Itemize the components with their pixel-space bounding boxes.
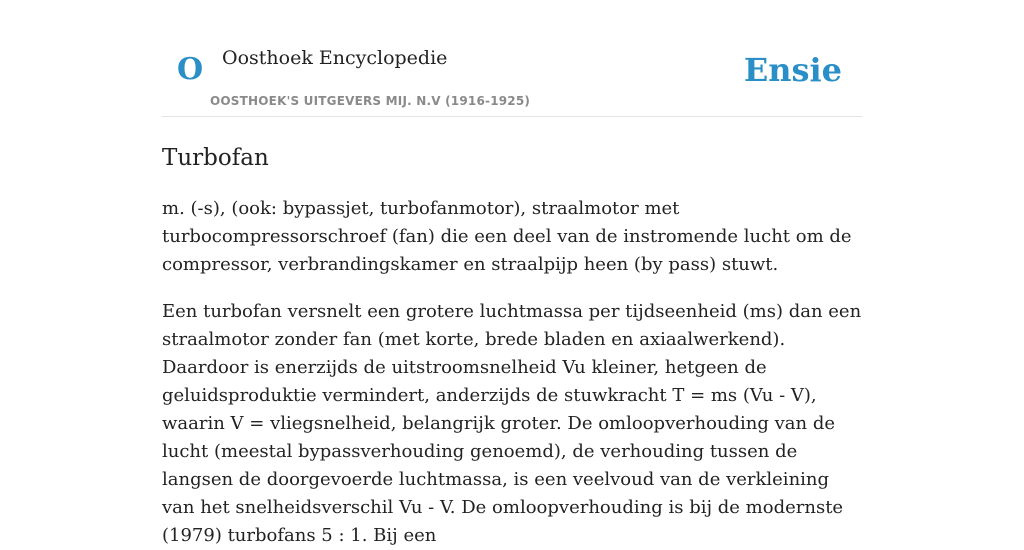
article-paragraph: m. (-s), (ook: bypassjet, turbofanmotor), straalmotor met turbocompressorschroef (fan) die een deel van de instromende lucht om de compressor, verbrandingskamer en straalpijp heen (by pass) stuwt. [162,198,852,275]
article-title: Turbofan [162,145,269,171]
source-title-link[interactable]: Oosthoek Encyclopedie [222,47,448,69]
ensie-logo-link[interactable]: Ensie [743,51,842,89]
article-paragraph: Een turbofan versnelt een grotere luchtmassa per tijdseenheid (ms) dan een straalmotor zonder fan (met korte, brede bladen en axiaalwerkend). Daardoor is enerzijds de uitstroomsnelheid Vu kleiner, hetgeen de geluidsproduktie vermindert, anderzijds de stuwkracht T = ms (Vu - V), waarin V = vliegsnelheid, belangrijk groter. De omloopverhouding van de lucht (meestal bypassverhouding genoemd), de verhouding tussen de langsen de doorgevoerde luchtmassa, is een veelvoud van de verkleining van het snelheidsverschil Vu - V. De omloopverhouding is bij de modernste (1979) turbofans 5 : 1. Bij een [162,301,862,546]
source-logo[interactable]: O [177,52,204,87]
page-container [162,0,862,550]
source-publisher: OOSTHOEK'S UITGEVERS MIJ. N.V (1916-1925) [210,94,531,108]
source-header [162,0,862,117]
